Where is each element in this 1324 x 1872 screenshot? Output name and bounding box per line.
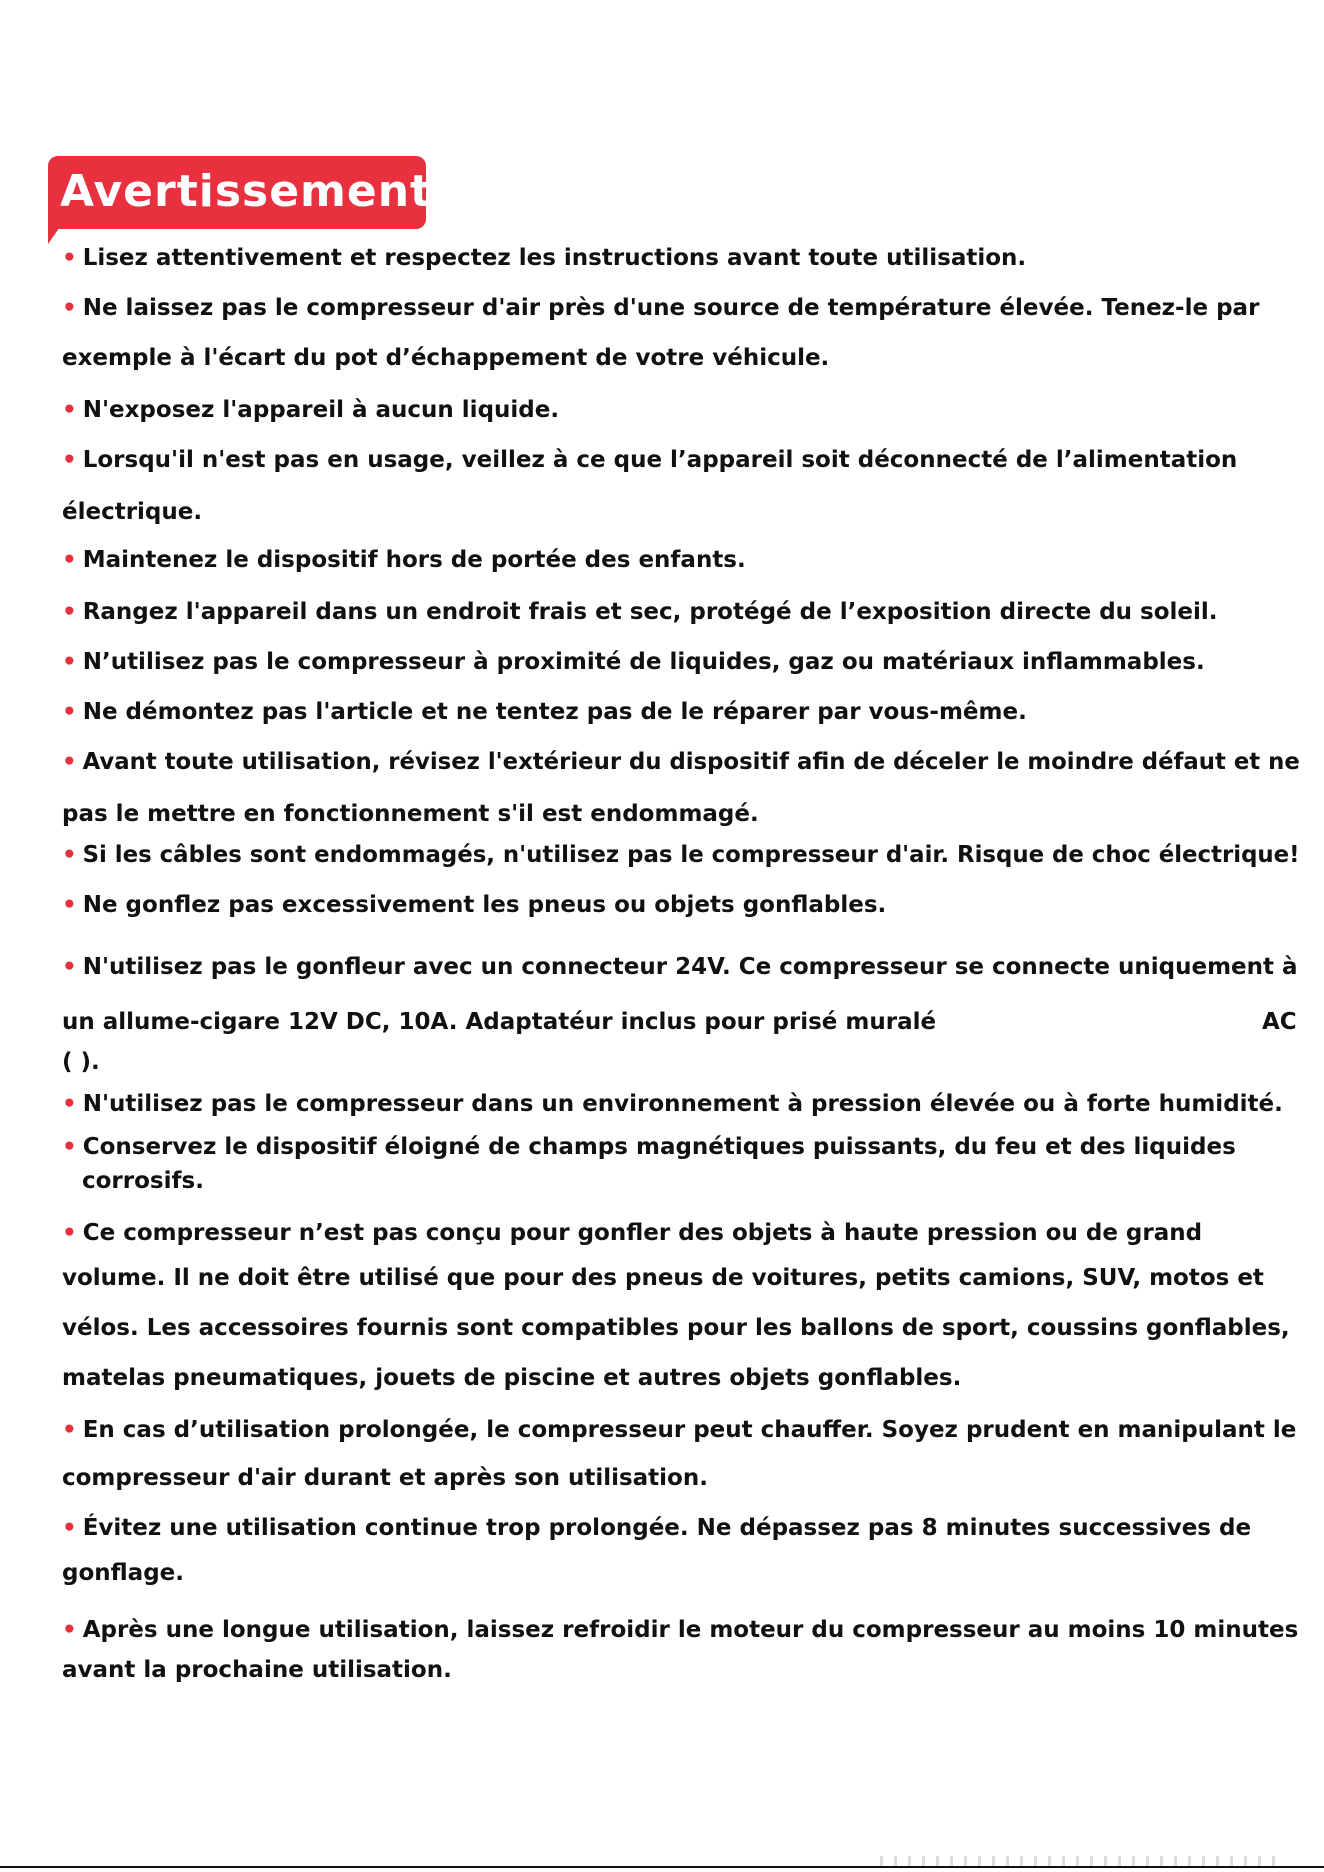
list-item: • Lisez attentivement et respectez les instructions avant toute utilisation. bbox=[62, 245, 1027, 271]
list-item-continuation: ( ). bbox=[62, 1049, 100, 1075]
list-item: • Ce compresseur n’est pas conçu pour gonfler des objets à haute pression ou de grand bbox=[62, 1220, 1203, 1246]
list-item: • Après une longue utilisation, laissez refroidir le moteur du compresseur au moins 10 minutes bbox=[62, 1617, 1299, 1643]
list-item-continuation: vélos. Les accessoires fournis sont compatibles pour les ballons de sport, coussins gonflables, bbox=[62, 1315, 1290, 1341]
list-item: • N'utilisez pas le gonfleur avec un connecteur 24V. Ce compresseur se connecte uniquement à bbox=[62, 954, 1298, 980]
bullet-icon: • bbox=[62, 1091, 77, 1117]
list-item: • Maintenez le dispositif hors de portée des enfants. bbox=[62, 547, 746, 573]
bullet-icon: • bbox=[62, 599, 77, 625]
bullet-icon: • bbox=[62, 699, 77, 725]
bullet-icon: • bbox=[62, 1134, 77, 1160]
bullet-icon: • bbox=[62, 1617, 77, 1643]
list-item: • N'utilisez pas le compresseur dans un environnement à pression élevée ou à forte humidité. bbox=[62, 1091, 1283, 1117]
bullet-icon: • bbox=[62, 397, 77, 423]
bullet-icon: • bbox=[62, 749, 77, 775]
list-item-continuation: pas le mettre en fonctionnement s'il est endommagé. bbox=[62, 801, 759, 827]
bottom-rule bbox=[0, 1866, 1324, 1868]
list-item: • En cas d’utilisation prolongée, le compresseur peut chauffer. Soyez prudent en manipulant le bbox=[62, 1417, 1297, 1443]
list-item-continuation: électrique. bbox=[62, 499, 203, 525]
bullet-icon: • bbox=[62, 892, 77, 918]
page-title: Avertissements bbox=[60, 166, 460, 217]
list-item: • Si les câbles sont endommagés, n'utilisez pas le compresseur d'air. Risque de choc électrique! bbox=[62, 842, 1300, 868]
bullet-icon: • bbox=[62, 649, 77, 675]
section-title-tag bbox=[48, 156, 460, 229]
list-item: • N’utilisez pas le compresseur à proximité de liquides, gaz ou matériaux inflammables. bbox=[62, 649, 1205, 675]
list-item: • Ne démontez pas l'article et ne tentez pas de le réparer par vous-même. bbox=[62, 699, 1027, 725]
list-item: • Avant toute utilisation, révisez l'extérieur du dispositif afin de déceler le moindre défaut et ne bbox=[62, 749, 1300, 775]
bullet-icon: • bbox=[62, 245, 77, 271]
list-item-continuation: compresseur d'air durant et après son utilisation. bbox=[62, 1465, 708, 1491]
list-item-continuation: matelas pneumatiques, jouets de piscine et autres objets gonflables. bbox=[62, 1365, 962, 1391]
bullet-icon: • bbox=[62, 1220, 77, 1246]
list-item-continuation: corrosifs. bbox=[82, 1168, 204, 1194]
list-item: • Lorsqu'il n'est pas en usage, veillez à ce que l’appareil soit déconnecté de l’alimentation bbox=[62, 447, 1238, 473]
list-item-continuation: gonflage. bbox=[62, 1560, 185, 1586]
list-item: • N'exposez l'appareil à aucun liquide. bbox=[62, 397, 560, 423]
bullet-icon: • bbox=[62, 1515, 77, 1541]
title-tag-tail bbox=[48, 224, 62, 244]
list-item: • Ne gonflez pas excessivement les pneus ou objets gonflables. bbox=[62, 892, 887, 918]
bullet-icon: • bbox=[62, 842, 77, 868]
list-item-continuation: avant la prochaine utilisation. bbox=[62, 1657, 452, 1683]
footer-artifact bbox=[880, 1856, 1280, 1866]
bullet-icon: • bbox=[62, 1417, 77, 1443]
list-item: • Ne laissez pas le compresseur d'air près d'une source de température élevée. Tenez-le par bbox=[62, 295, 1260, 321]
bullet-icon: • bbox=[62, 447, 77, 473]
list-item-continuation: volume. Il ne doit être utilisé que pour des pneus de voitures, petits camions, SUV, motos et bbox=[62, 1265, 1264, 1291]
list-item-continuation: exemple à l'écart du pot d’échappement de votre véhicule. bbox=[62, 345, 830, 371]
bullet-icon: • bbox=[62, 295, 77, 321]
list-item: • Conservez le dispositif éloigné de champs magnétiques puissants, du feu et des liquides bbox=[62, 1134, 1236, 1160]
ac-label: AC bbox=[1262, 1009, 1297, 1035]
bullet-icon: • bbox=[62, 954, 77, 980]
list-item-continuation: un allume-cigare 12V DC, 10A. Adaptatéur inclus pour prisé muralé bbox=[62, 1009, 937, 1035]
bullet-icon: • bbox=[62, 547, 77, 573]
list-item: • Évitez une utilisation continue trop prolongée. Ne dépassez pas 8 minutes successives de bbox=[62, 1515, 1252, 1541]
list-item: • Rangez l'appareil dans un endroit frais et sec, protégé de l’exposition directe du soleil. bbox=[62, 599, 1218, 625]
